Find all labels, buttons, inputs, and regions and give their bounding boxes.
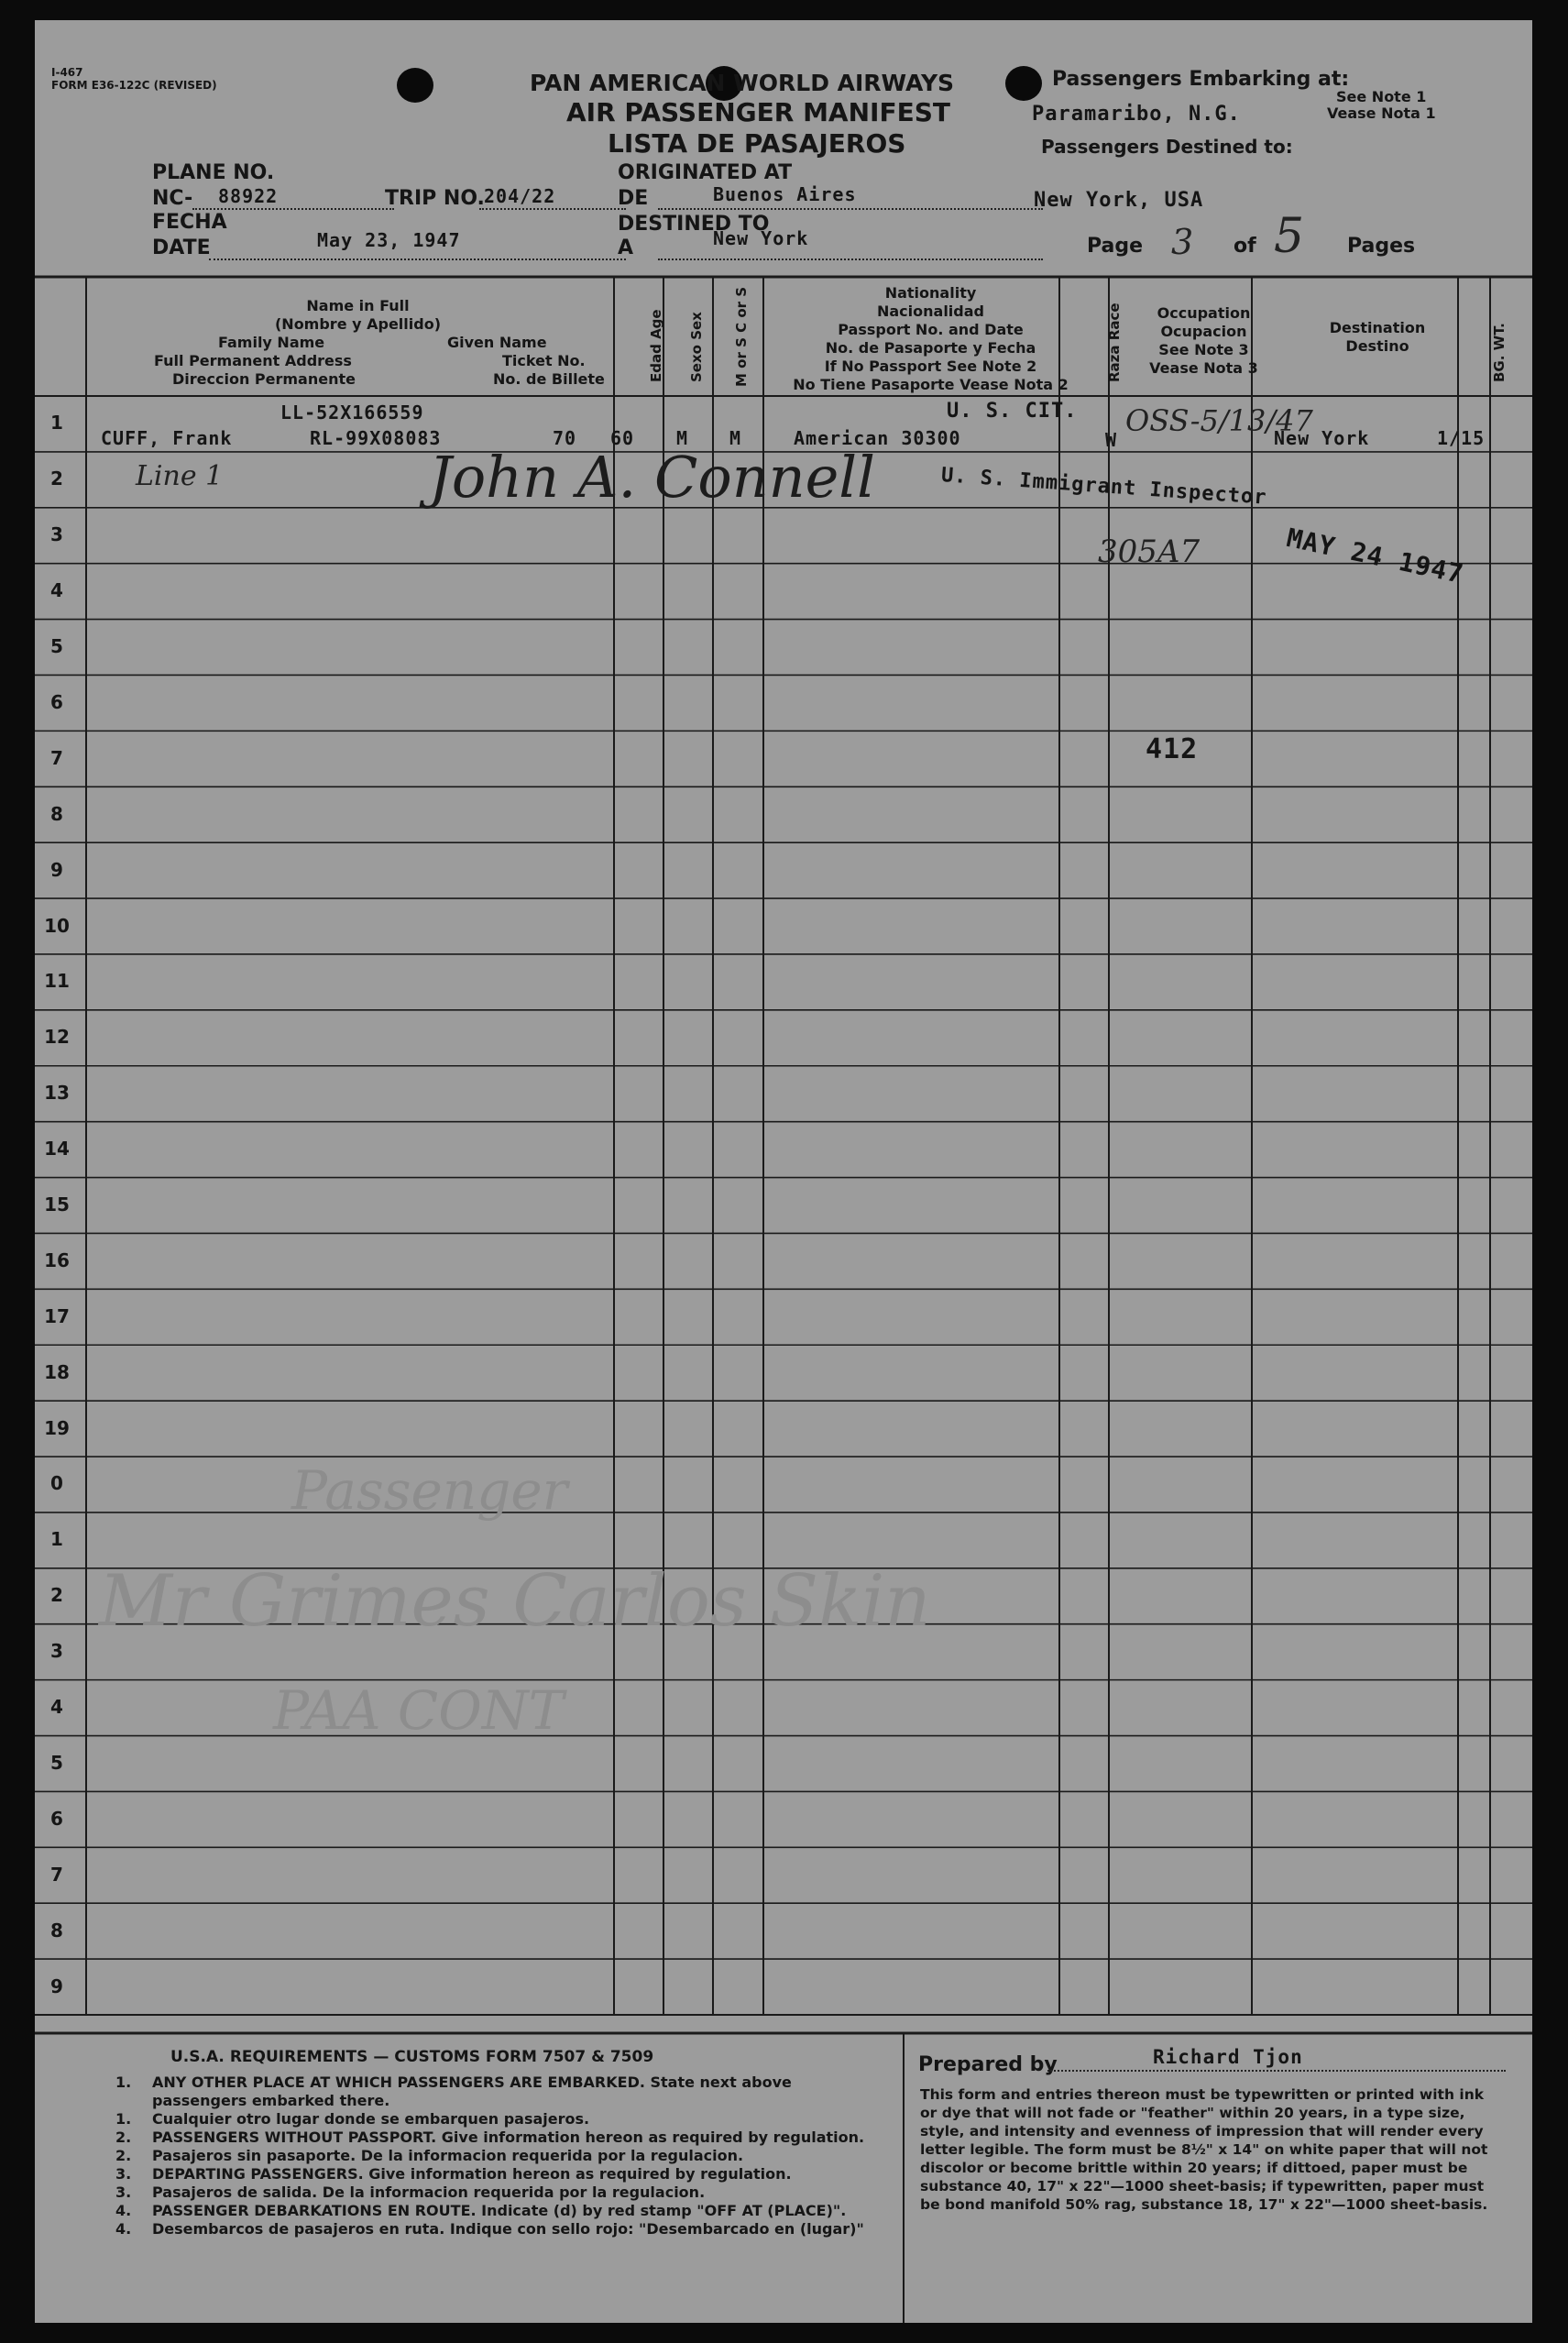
requirement-item: 2. Pasajeros sin pasaporte. De la informacion requerida por la regulacion. <box>115 2147 744 2164</box>
occupation-column-header: Occupation Ocupacion See Note 3 Vease Nota 3 <box>1149 304 1258 377</box>
trip-no-label: TRIP NO. <box>385 187 485 210</box>
requirement-item: 3. DEPARTING PASSENGERS. Give information hereon as required by regulation. <box>115 2165 792 2183</box>
ghost-text-3: PAA CONT <box>273 1679 565 1742</box>
form-number: FORM E36-122C (REVISED) <box>51 79 217 92</box>
name-column-header: Name in Full (Nombre y Apellido) Family Name Given Name Full Permanent Address Ticket No. Direccion Permanente No. de Billete <box>154 297 605 388</box>
occupation-annotation: OSS-5/13/47 <box>1125 403 1313 438</box>
notice-line: discolor or become brittle within 20 years; if dittoed, paper must be <box>920 2160 1468 2176</box>
destined-for-label: Passengers Destined to: <box>1041 136 1293 158</box>
passenger-bg-wt: 1/15 <box>1437 427 1486 449</box>
row-number: 11 <box>44 970 70 993</box>
row-number: 1 <box>50 1528 63 1551</box>
stamp-code: 305A7 <box>1098 534 1201 570</box>
row-number: 14 <box>44 1138 70 1160</box>
destination-column-header: Destination Destino <box>1329 319 1426 355</box>
paper-notice <box>920 2086 1487 2215</box>
fecha-label: FECHA <box>152 211 227 234</box>
row-number: 4 <box>50 1696 63 1719</box>
stamp-date: MAY 24 1947 <box>1284 522 1467 590</box>
row-number: 3 <box>50 523 63 546</box>
originated-value: Buenos Aires <box>713 183 857 205</box>
prepared-by-label: Prepared by <box>918 2053 1058 2076</box>
originated-label: ORIGINATED AT <box>618 161 793 184</box>
age-column-header: Edad Age <box>648 309 664 382</box>
row-number: 17 <box>44 1304 70 1327</box>
requirement-item: passengers embarked there. <box>152 2092 390 2109</box>
row-number: 15 <box>44 1194 70 1216</box>
sex-column-header: Sexo Sex <box>688 312 705 382</box>
nc-label: NC- <box>152 187 193 210</box>
form-id: I-467 <box>51 66 83 79</box>
row-number: 5 <box>50 635 63 658</box>
notice-line: or dye that will not fade or "feather" within 20 years, in a type size, <box>920 2105 1465 2121</box>
row-number: 1 <box>50 412 63 434</box>
row-number: 7 <box>50 1863 63 1886</box>
sheet-number: 412 <box>1146 733 1199 765</box>
trip-no-value: 204/22 <box>484 185 556 207</box>
requirements-heading: U.S.A. REQUIREMENTS — CUSTOMS FORM 7507 & 7509 <box>170 2048 654 2066</box>
requirement-item: 4. PASSENGER DEBARKATIONS EN ROUTE. Indicate (d) by red stamp "OFF AT (PLACE)". <box>115 2202 847 2219</box>
notice-line: letter legible. The form must be 8½" x 14" on white paper that will not <box>920 2141 1488 2158</box>
race-column-header: Raza Race <box>1106 302 1123 382</box>
row-number: 19 <box>44 1416 70 1439</box>
date-label: DATE <box>152 236 211 259</box>
row-number: 10 <box>44 914 70 937</box>
notice-line: style, and intensity and evenness of impression that will render every <box>920 2123 1484 2140</box>
passenger-race: W <box>1105 429 1118 451</box>
row-number: 6 <box>50 1807 63 1830</box>
row-number: 2 <box>50 1584 63 1607</box>
ghost-text-2: Mr Grimes Carlos Skin <box>99 1560 931 1643</box>
row-number: 9 <box>50 858 63 881</box>
embarking-value: Paramaribo, N.G. <box>1032 103 1241 126</box>
row-number: 18 <box>44 1360 70 1383</box>
row-number: 0 <box>50 1472 63 1495</box>
row-number: 6 <box>50 690 63 713</box>
us-cit-stamp: U. S. CIT. <box>947 400 1078 423</box>
page-total: 5 <box>1274 209 1305 264</box>
passenger-destination: New York <box>1274 427 1370 449</box>
row-number: 3 <box>50 1640 63 1663</box>
embarking-label: Passengers Embarking at: <box>1052 68 1350 91</box>
marital-column-header: M or S C or S <box>733 286 750 387</box>
passenger-age: 60 <box>610 427 635 449</box>
requirements-list <box>115 2074 864 2238</box>
row-number: 4 <box>50 579 63 602</box>
requirement-item: 3. Pasajeros de salida. De la informacion requerida por la regulacion. <box>115 2184 706 2201</box>
row-number: 5 <box>50 1751 63 1774</box>
see-note-1: See Note 1 <box>1336 88 1427 105</box>
prepared-by-name: Richard Tjon <box>1153 2046 1303 2068</box>
vease-nota-1: Vease Nota 1 <box>1327 104 1436 122</box>
row-number: 9 <box>50 1974 63 1997</box>
row-number: 16 <box>44 1248 70 1271</box>
date-value: May 23, 1947 <box>317 229 461 251</box>
requirement-item: 4. Desembarcos de pasajeros en ruta. Indique con sello rojo: "Desembarcado en (lugar)" <box>115 2220 864 2238</box>
row-number: 12 <box>44 1026 70 1049</box>
passenger-nationality: American 30300 <box>794 427 961 449</box>
passenger-name: CUFF, Frank <box>101 427 233 449</box>
row-number: 8 <box>50 802 63 825</box>
row-number: 7 <box>50 746 63 769</box>
destined-label: DESTINED TO <box>618 213 770 236</box>
notice-line: substance 40, 17" x 22"—1000 sheet-basis; if typewritten, paper must <box>920 2178 1485 2194</box>
manifest-sheet <box>35 20 1532 2323</box>
ticket-no: RL-99X08083 <box>310 427 442 449</box>
de-label: DE <box>618 187 649 210</box>
a-label: A <box>618 236 634 259</box>
form-title-es: LISTA DE PASAJEROS <box>608 128 906 159</box>
page-number: 3 <box>1171 222 1194 262</box>
destined-value: New York <box>713 227 809 249</box>
notice-line: This form and entries thereon must be typewritten or printed with ink <box>920 2086 1485 2103</box>
airline-name: PAN AMERICAN WORLD AIRWAYS <box>530 70 955 96</box>
ticket-top: LL-52X166559 <box>280 402 424 424</box>
notice-line: be bond manifold 50% rag, substance 18, 17" x 22"—1000 sheet-basis. <box>920 2196 1488 2213</box>
pages-label: Pages <box>1347 235 1416 258</box>
signature: John A. Connell <box>429 444 875 511</box>
bg-wt-column-header: BG. WT. <box>1491 323 1508 382</box>
requirement-item: 1. Cualquier otro lugar donde se embarquen pasajeros. <box>115 2110 590 2128</box>
nationality-column-header: Nationality Nacionalidad Passport No. and Date No. de Pasaporte y Fecha If No Passport See Note 2 No Tiene Pasaporte Vease Nota 2 <box>793 284 1069 393</box>
page-label: Page <box>1087 235 1144 258</box>
plane-no-label: PLANE NO. <box>152 161 275 184</box>
of-label: of <box>1234 235 1256 258</box>
line-note: Line 1 <box>136 460 224 492</box>
requirement-item: 1. ANY OTHER PLACE AT WHICH PASSENGERS ARE EMBARKED. State next above <box>115 2074 792 2091</box>
plane-no-value: 88922 <box>218 185 279 207</box>
passenger-sex: M <box>676 427 689 449</box>
form-title-en: AIR PASSENGER MANIFEST <box>566 97 950 127</box>
requirement-item: 2. PASSENGERS WITHOUT PASSPORT. Give information hereon as required by regulation. <box>115 2128 865 2146</box>
destined-for-value: New York, USA <box>1034 189 1204 212</box>
row-number: 13 <box>44 1082 70 1105</box>
row-number: 8 <box>50 1919 63 1942</box>
inspector-stamp: U. S. Immigrant Inspector <box>940 464 1268 510</box>
passenger-marital: M <box>729 427 742 449</box>
passenger-number: 70 <box>553 427 577 449</box>
ghost-text-1: Passenger <box>291 1459 568 1522</box>
row-number: 2 <box>50 468 63 490</box>
